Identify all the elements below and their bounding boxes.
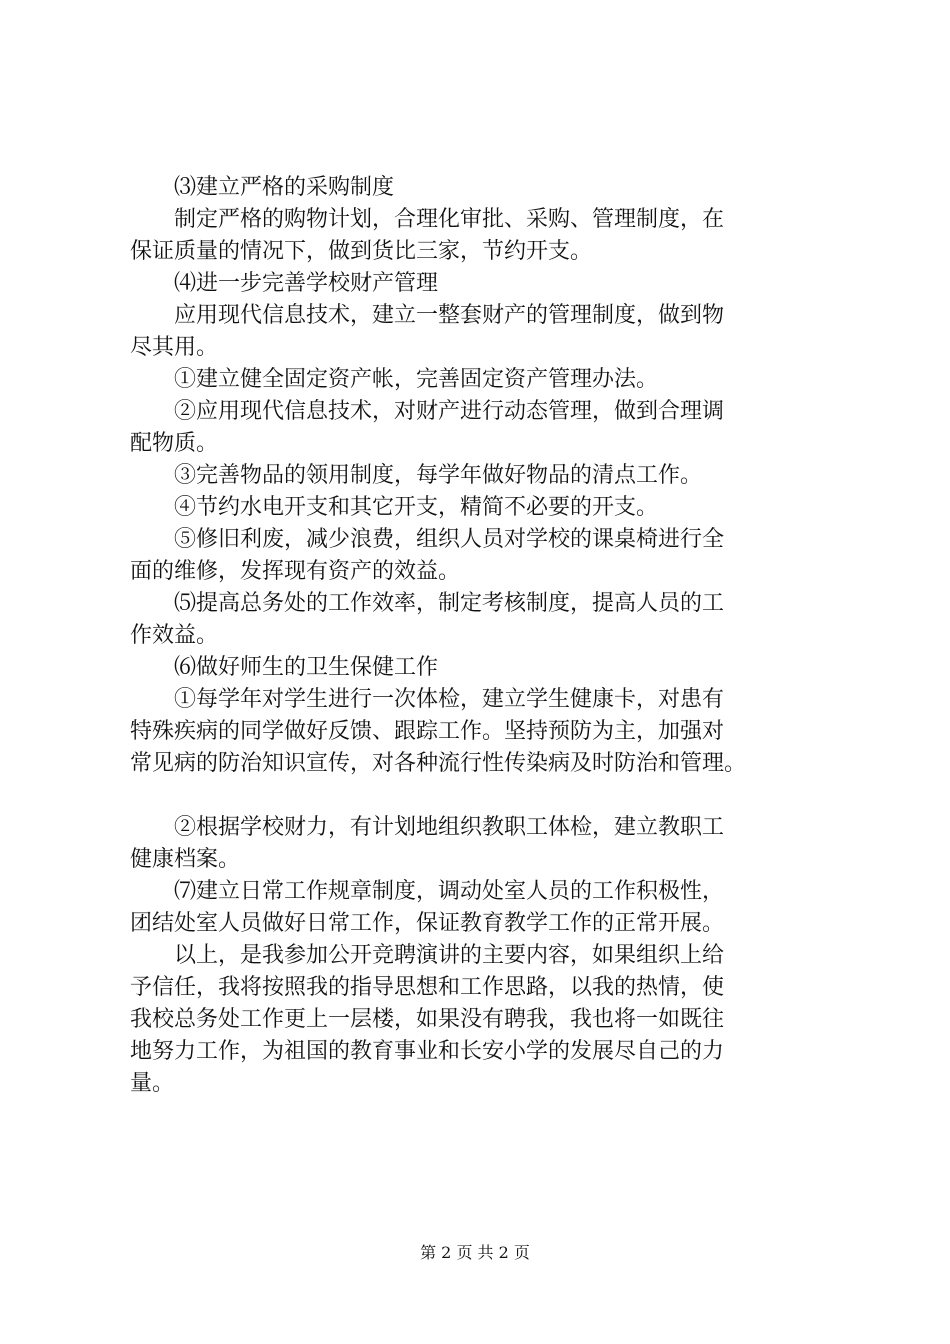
list-item-continuation: 特殊疾病的同学做好反馈、跟踪工作。坚持预防为主，加强对	[130, 719, 725, 744]
heading-purchasing-system: ⑶建立严格的采购制度	[174, 175, 395, 200]
closing-paragraph-line: 以上，是我参加公开竞聘演讲的主要内容，如果组织上给	[174, 943, 725, 968]
document-body	[130, 172, 850, 1100]
list-item-continuation: 常见病的防治知识宣传，对各种流行性传染病及时防治和管理。	[130, 751, 747, 776]
paragraph-line: 保证质量的情况下，做到货比三家，节约开支。	[130, 239, 593, 264]
closing-paragraph-line: 我校总务处工作更上一层楼，如果没有聘我，我也将一如既往	[130, 1007, 725, 1032]
paragraph-line: 作效益。	[130, 623, 219, 648]
page-footer: 第 2 页 共 2 页	[420, 1243, 530, 1262]
heading-health-care: ⑹做好师生的卫生保健工作	[174, 655, 439, 680]
list-item: ①建立健全固定资产帐，完善固定资产管理办法。	[174, 367, 659, 392]
heading-property-management: ⑷进一步完善学校财产管理	[174, 271, 439, 296]
heading-work-efficiency: ⑸提高总务处的工作效率，制定考核制度，提高人员的工	[174, 591, 725, 616]
closing-paragraph-line: 予信任，我将按照我的指导思想和工作思路，以我的热情，使	[130, 975, 725, 1000]
paragraph-line: 应用现代信息技术，建立一整套财产的管理制度，做到物	[174, 303, 725, 328]
list-item: ③完善物品的领用制度，每学年做好物品的清点工作。	[174, 463, 703, 488]
list-item-continuation: 面的维修，发挥现有资产的效益。	[130, 559, 461, 584]
heading-daily-rules: ⑺建立日常工作规章制度，调动处室人员的工作积极性，	[174, 879, 725, 904]
list-item: ⑤修旧利废，减少浪费，组织人员对学校的课桌椅进行全	[174, 527, 725, 552]
paragraph-line: 制定严格的购物计划，合理化审批、采购、管理制度，在	[174, 207, 725, 232]
list-item-continuation: 配物质。	[130, 431, 219, 456]
list-item: ②根据学校财力，有计划地组织教职工体检，建立教职工	[174, 815, 725, 840]
blank-line	[130, 780, 850, 812]
closing-paragraph-line: 地努力工作，为祖国的教育事业和长安小学的发展尽自己的力	[130, 1039, 725, 1064]
paragraph-line: 团结处室人员做好日常工作，保证教育教学工作的正常开展。	[130, 911, 725, 936]
paragraph-line: 尽其用。	[130, 335, 219, 360]
closing-paragraph-line: 量。	[130, 1071, 175, 1096]
list-item: ①每学年对学生进行一次体检，建立学生健康卡，对患有	[174, 687, 725, 712]
list-item: ②应用现代信息技术，对财产进行动态管理，做到合理调	[174, 399, 725, 424]
list-item: ④节约水电开支和其它开支，精简不必要的开支。	[174, 495, 659, 520]
list-item-continuation: 健康档案。	[130, 847, 241, 872]
